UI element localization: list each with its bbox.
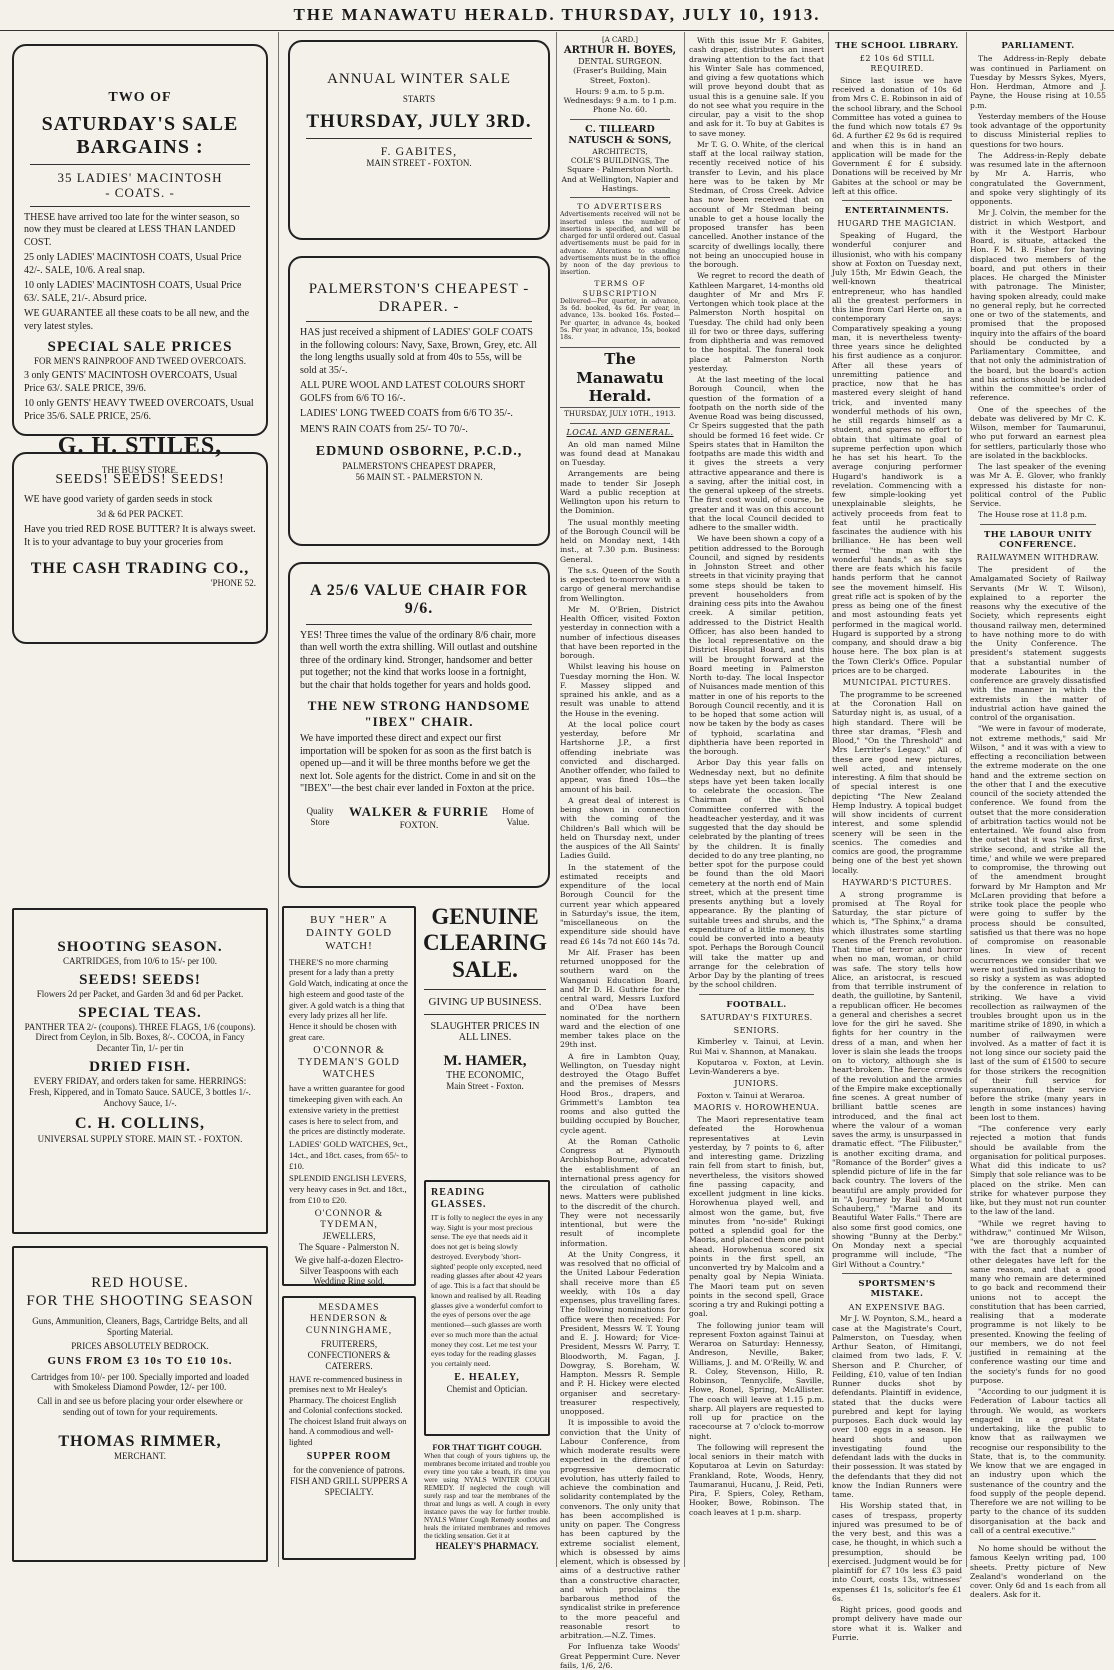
sub-heading: JUNIORS. <box>734 1079 779 1089</box>
news-paragraph: Mr Alf. Fraser has been returned unopposed for the southern ward on the Wanganui Education Board, and Mr D. H. Guthrie for the central ward, Messrs Luxford and O'Dea have been nominated for the northern ward and the election of one member takes place on the 29th inst. <box>560 947 680 1050</box>
notice-text: Advertisements received will not be inserted unless the number of insertions is specified, and will be charged for until ordered out. Casual advertisements must be paid for in advance. Alterations to standing advertisements must be in the office by noon of the day previous to insertion. <box>560 211 680 277</box>
dentist-address: (Fraser's Building, Main Street, Foxton). <box>573 66 667 85</box>
sub-heading: RAILWAYMEN WITHDRAW. <box>976 553 1100 563</box>
column-rule <box>556 32 557 1567</box>
advert-headline: SATURDAY'S SALE BARGAINS : <box>41 112 239 158</box>
advert-text: for the convenience of patrons. FISH AND GRILL SUPPERS A SPECIALTY. <box>290 1465 408 1497</box>
hamer-advert <box>420 900 550 1164</box>
advert-text: CARTRIDGES, from 10/6 to 15/- per 100. <box>63 956 217 966</box>
section-heading: FOOTBALL. <box>726 999 787 1010</box>
news-paragraph: We regret to record the death of Kathleen Margaret, 14-months old daughter of Mr and Mrs F. Vertongen which took place at the Palmerston North hospital on Tuesday. The child had only been ill for two or three days, suffering from diphtheria and was removed to the hospital. The funeral took place at Palmerston North yesterday. <box>689 271 824 373</box>
advert-text: When that cough of yours tightens up, the membranes become irritated and trouble you every time you take a breath, it's time you were using NYALS WINTER COUGH REMEDY. If neglected the cough will surely rasp and tear the membranes of the throat and lungs as well. A cough in every instance paves the way for further trouble. NYALS Winter Cough Remedy soothes and heals the irritated membranes and removes the tickling sensation. Get it at <box>424 1452 550 1541</box>
news-paragraph: The s.s. Queen of the South is expected to-morrow with a cargo of general merchandise from Wellington. <box>560 565 680 603</box>
news-paragraph: An old man named Milne was found dead at Manakau on Tuesday. <box>560 439 680 468</box>
advertiser-name: M. HAMER, <box>443 1053 527 1070</box>
column-6 <box>970 36 1107 1600</box>
advert-subhead: SPECIAL TEAS. <box>78 1004 202 1021</box>
advert-footer <box>300 804 538 830</box>
advert-line: TWO OF <box>108 90 172 105</box>
news-paragraph: His Worship stated that, in cases of trespass, property injured was presumed to be of the very best, and this was a case, he thought, in which such a presumption, should be exercised. Judgment would be for plaintiff for £7 10s less £3 paid into Court, costs 13s, witnesses' expenses £1 1s, solicitor's fee £1 6s. <box>832 1501 962 1603</box>
collins-advert <box>12 908 268 1234</box>
news-paragraph: "The conference very early rejected a motion that funds should be available from the organisation for political purposes. What did this indicate to us? Simply that sole reliance was to be placed on the strike. Men can strike for whatever purpose they like, but they must not run counter to the law of the land. <box>970 1124 1106 1217</box>
advert-text: JEWELLERS, <box>322 1231 376 1242</box>
advert-text: FOR MEN'S RAINPROOF AND TWEED OVERCOATS. <box>34 356 246 367</box>
divider <box>570 197 670 198</box>
news-paragraph: The Address-in-Reply debate was continued in Parliament on Tuesday by Messrs Sykes, Myers, Hon. Herdman, Atmore and J. Payne, the House rising at 10.55 p.m. <box>970 54 1106 110</box>
advertiser-name: C. H. COLLINS, <box>74 1115 206 1133</box>
healey-glasses-advert <box>424 1180 550 1436</box>
advertiser-name: HEALEY'S PHARMACY. <box>435 1540 539 1551</box>
advert-text: SPLENDID ENGLISH LEVERS, very heavy cases in 9ct. and 18ct., from £10 to £20. <box>289 1173 407 1205</box>
section-heading: ENTERTAINMENTS. <box>844 206 950 217</box>
advert-address: MAIN STREET - FOXTON. <box>366 158 472 169</box>
advert-text: WE GUARANTEE all these coats to be all new, and the very latest styles. <box>24 308 250 332</box>
advert-text: EVERY FRIDAY, and orders taken for same. HERRINGS: Fresh, Kippered, and in Tomato Sauce. SAUCE, 3 bottles 1/-. Anchovy Sauce, 1/-. <box>29 1075 251 1108</box>
sub-heading: MUNICIPAL PICTURES. <box>842 678 952 688</box>
advert-address: 56 MAIN ST. - PALMERSTON N. <box>355 471 483 482</box>
divider <box>980 1539 1096 1540</box>
advert-text: PANTHER TEA 2/- (coupons). THREE FLAGS, 1/6 (coupons). Direct from Ceylon, in 5lb. Boxes, 8/-. COCOA, in Fancy Decanter Tin, 1/- per tin <box>24 1021 256 1054</box>
news-paragraph: Yesterday members of the House took advantage of the opportunity to discuss Ministerial replies to questions for two hours. <box>970 111 1106 149</box>
advert-text: LADIES' GOLD WATCHES, 9ct., 14ct., and 18ct. cases, from 65/- to £10. <box>289 1139 408 1171</box>
column-3 <box>560 36 680 1670</box>
newspaper-nameplate: The Manawatu Herald. <box>560 347 680 408</box>
column-rule <box>828 32 829 1567</box>
advert-line: 35 LADIES' MACINTOSH <box>57 169 223 185</box>
advert-text: WE have good variety of garden seeds in stock <box>24 493 213 505</box>
section-heading: LOCAL AND GENERAL. <box>566 427 674 437</box>
advert-tagline: THE BUSY STORE. <box>101 464 179 475</box>
advert-text: Have you tried RED ROSE BUTTER? It is always sweet. It is to your advantage to buy your groceries from <box>24 524 256 548</box>
news-paragraph: "We were in favour of moderate, not extreme methods," said Mr Wilson, " and it was with a view to effecting a reconciliation between the extreme moderate on the one hand and the extreme section on the other that I and the executive council of the society attended the conference. We found from the outset that the more consideration of arbitration tactics would not be entertained. We found also from the outset that it was 'strike first, strike second, and strike all the time,' and while we were prepared to compromise, the throwing out of the amendment brought forward by Mr Hampton and Mr McLaren providing that before a strike took place the people who were going to suffer by the process should be consulted, satisfied us that there was no hope of compromise on reasonable lines. In view of recent occurrences we consider that we were not justified in subscribing to so risky a system as was adopted by the conference in relation to striking. We have a vivid recollection as railwaymen of the troubles brought upon us in the maritime strike of 1890, in which a number of railwaymen were involved. As a matter of fact it is not long since our society paid the last of the sum of £1500 to secure for those strikers the recognition of their full service for superannuation, their service before the strike (many years in length in some instances) having been lost to them. <box>970 724 1106 1122</box>
news-paragraph: A fire in Lambton Quay, Wellington, on Tuesday night destroyed the Otago Buffet and the premises of Messrs Hood Bros., drapers, and Grimmett's Lambton tea rooms and also gutted the building occupied by Boucher, cycle agent. <box>560 1051 680 1135</box>
sub-heading: AN EXPENSIVE BAG. <box>848 1302 946 1312</box>
architect-name: C. TILLEARD NATUSCH & SONS, <box>568 123 672 147</box>
news-paragraph: One of the speeches of the debate was delivered by Mr C. K. Wilson, member for Taumarunui, who put forward an earnest plea for settlers, particularly those who are isolated in the backblocks. <box>970 404 1106 460</box>
advert-text: MEN'S RAIN COATS from 25/- TO 70/-. <box>300 423 468 435</box>
advertiser-name: F. GABITES, <box>380 143 458 158</box>
news-paragraph: Foxton v. Tainui at Weraroa. <box>697 1091 805 1101</box>
oconnor-advert <box>282 906 416 1286</box>
news-paragraph: Right prices, good goods and prompt delivery have made our store what it is. Walker and Furrie. <box>832 1605 962 1642</box>
dentist-hours: Hours: 9 a.m. to 5 p.m. Wednesdays: 9 a.m. to 1 p.m. Phone No. 60. <box>563 86 677 115</box>
advert-headline: BUY "HER" A DAINTY GOLD WATCH! <box>305 914 393 953</box>
architect-address: COLE'S BUILDINGS, The Square - Palmerston North. And at Wellington, Napier and Hastings. <box>561 156 679 193</box>
news-paragraph: At the last meeting of the local Borough Council, when the question of the formation of a footpath on the north side of the Avenue Road was being discussed, Cr Speirs suggested that the path should be formed 16 feet wide. Cr Speirs states that in Hamilton the footpaths are made this width and it gives the streets a very attractive appearance and there is a saving, after the initial cost, in the general upkeep of the streets. The first cost would, of course, be greater and it was on this account that the local Council decided to adhere to the smaller width. <box>689 375 824 532</box>
advert-headline: FOR THAT TIGHT COUGH. <box>432 1442 542 1452</box>
advert-headline: A 25/6 VALUE CHAIR FOR 9/6. <box>310 582 528 618</box>
cough-advert <box>424 1442 550 1564</box>
advert-text: THE ECONOMIC, <box>446 1070 524 1082</box>
advert-address: Main Street - Foxton. <box>446 1081 524 1092</box>
section-heading: THE SCHOOL LIBRARY. <box>835 41 959 51</box>
advert-text: Quality Store <box>306 806 334 828</box>
advert-text: THESE have arrived too late for the winter season, so now they must be cleared at LESS THAN LANDED COST. <box>24 211 240 248</box>
news-paragraph: With this issue Mr F. Gabites, cash draper, distributes an insert drawing attention to the fact that his Winter Sale has commenced, and giving a few quotations which will prove beyond doubt that as usual this is a genuine sale. If you do not see what you require in the circular, pay a visit to the shop and ask for it. To buy at Gabites is to save money. <box>689 36 824 138</box>
advert-headline: PALMERSTON'S CHEAPEST - DRAPER. - <box>308 281 530 315</box>
sub-heading: HUGARD THE MAGICIAN. <box>837 219 957 229</box>
news-paragraph: No home should be without the famous Keelyn writing pad, 100 sheets. Pretty picture of New Zealand's wonderland on the cover. Only 6d and 1s each from all dealers. Ask for it. <box>970 1544 1107 1600</box>
sub-heading: SENIORS. <box>733 1025 780 1035</box>
sub-heading: MAORIS v. HOROWHENUA. <box>693 1103 820 1113</box>
walker-furrie-advert <box>288 562 550 888</box>
advert-address: FOXTON. <box>399 819 439 830</box>
news-paragraph: The Maori representative team defeated the Horowhenua representatives at Levin yesterday, by 7 points to 6, after and interesting game. Drizzling rain fell from start to finish, but, nevertheless, the visitors showed fine passing capacity, and excellent judgment in line kicks. Horowhenua played well, and almost won the game, but, five minutes from "no-side" Rukingi potted a splendid goal for the Maoris, and placed them one point ahead. Horowhenua scored six points in the first spell, an unconverted try by Malcolm and a penalty goal by Nepia Winiata. The Maori team put on seven points in the second spell, Grace scoring a try and Rukingi potting a goal. <box>689 1115 824 1319</box>
news-paragraph: Mr J. W. Poynton, S.M., heard a case at the Magistrate's Court, Palmerston, on Tuesday, when Arthur Seaton, of Himitangi, claimed from two lads, F. V. Sherson and P. Churcher, of Feilding, £10, value of ten Indian Runner ducks shot by defendants. Plaintiff in evidence, stated that the ducks were purebred and kept for laying purposes. Each duck would lay over 100 eggs in a season. He heard shots and upon investigating found the defendant lads with the ducks in their possession. It was stated by the defendants that they did not know the Indian Runners were tame. <box>832 1314 962 1500</box>
stiles-advert <box>12 44 268 475</box>
advert-headline: SHOOTING SEASON. <box>57 939 223 955</box>
advert-address: The Square - Palmerston N. <box>298 1242 400 1253</box>
news-paragraph: Speaking of Hugard, the wonderful conjurer and illusionist, who with his company show at Foxton on Tuesday next, July 15th, Mr Edwin Geach, the well-known theatrical entrepreneur, who has handled all the greatest performers in this line from Carl Herte on, in a contemporary says: Comparatively speaking a young man, it is nevertheless twenty-three years since he delighted his first audience as a conjuror. After all these years of unremitting patience and practice, now that he has mastered every sleight of hand trick, and invented many wonderful methods of his own, he still regards himself as a student, and spares no effort to obtain that ultimate goal of supreme perfection upon which he has set his heart. To the average conjuring performer Hugard's handiwork is a revelation. Commencing with a few simple-looking yet unexplainable sleights, he actively proceeds from feat to feat until he practically fascinates the audience with his brilliance. He has been well termed "the man with the wonderful hands," as he says there are feats which his facile hands perform that he cannot see the movement himself. His great rifle act is spoken of by the press as being one of the finest and most astounding feats yet performed in the magical world. Hugard is supported by a strong company, and should draw a big house here. The box plan is at the Town Clerk's Office. Popular prices are to be charged. <box>832 231 962 675</box>
news-paragraph: Arrangements are being made to tender Sir Joseph Ward a public reception at Wellington upon his return to the Dominion. <box>560 469 680 516</box>
sub-heading: £2 10s 6d STILL REQUIRED. <box>859 54 935 74</box>
advert-text: 10 only LADIES' MACINTOSH COATS, Usual Price 63/. SALE, 21/-. Absurd price. <box>24 280 242 304</box>
column-rule <box>684 32 685 1567</box>
advert-headline: FOR THE SHOOTING SEASON <box>26 1293 254 1309</box>
advertiser-name: WALKER & FURRIE <box>349 803 489 819</box>
notice-heading: TO ADVERTISERS <box>577 202 663 212</box>
advert-text: THERE'S no more charming present for a lady than a pretty Gold Watch, indicating at once the high esteem and good taste of the giver. A gold watch is a thing that every lady prizes all her life. Hence it should be chosen with great care. <box>289 956 408 1042</box>
advert-text: Cartridges from 10/- per 100. Specially imported and loaded with Smokeless Diamond Powder, 12/- per 100. <box>31 1371 249 1393</box>
advert-date: THURSDAY, JULY 3RD. <box>306 110 532 132</box>
advert-price: 3d & 6d PER PACKET. <box>96 509 184 520</box>
news-paragraph: A great deal of interest is being shown in connection with the coming of the Children's Ball which will be held on Thursday next, under the auspices of the All Saints' Ladies Guild. <box>560 795 680 861</box>
henderson-advert <box>282 1296 416 1560</box>
advert-address: UNIVERSAL SUPPLY STORE. MAIN ST. - FOXTON. <box>37 1133 243 1144</box>
news-paragraph: At the Unity Congress, it was resolved that no official of the United Labour Federation shall receive more than £5 weekly, with 10s a day expenses, plus travelling fares. The following nominations for office were then received: For President, Messrs W. T. Young and E. J. Howard; for Vice-President, Messrs W. Parry, T. Bloodworth, M. Fagan, J. Dowgray, S. Boreham, W. Hampton. Messrs R. Semple and P. H. Hickey were elected organiser and secretary-treasurer respectively, unopposed. <box>560 1249 680 1417</box>
news-paragraph: Kimberley v. Tainui, at Levin. Rui Mai v. Shannon, at Manakau. <box>689 1037 824 1056</box>
advert-text: We have imported these direct and expect our first importation will be spoken for as soon as the first batch is opened up—and it will be three months before we get the next lot. Sole agents for the district. Come in and sit on the "IBEX"—the best chair ever landed in Foxton at the price. <box>300 733 536 795</box>
news-paragraph: We have been shown a copy of a petition addressed to the Borough Council, and signed by residents in Johnston Street and other streets in that vicinity praying that some steps should be taken to prevent householders from draining cess pits into the Awahou creek. A similar petition, addressed to the District Health Officer, has also been handed to the local representative on the District Hospital Board, and this will be brought forward at the Board meeting in Palmerston North to-day. The local Inspector of Nuisances made mention of this matter in one of his reports to the Borough Council recently, and it is to be hoped that some action will now be taken by the body as cases of typhoid, scarlatina and diphtheria have been reported in the borough. <box>689 534 824 756</box>
sub-heading: SATURDAY'S FIXTURES. <box>700 1012 813 1022</box>
column-5 <box>832 36 962 1642</box>
masthead: THE MANAWATU HERALD. THURSDAY, JULY 10, 1913. <box>0 0 1114 31</box>
advertiser-name: THE CASH TRADING CO., <box>30 560 250 578</box>
news-paragraph: The programme to be screened at the Coronation Hall on Saturday night is, as usual, of a high standard. There will be three star dramas, "Flesh and Blood," "On the Threshold" and Mrs Lerriter's Legacy." All of these are good new pictures, well acted, and intensely interesting. A film that should be of special interest is one depicting "The New Zealand Hemp Industry. A topical budget will show incidents of current interest, and some splendid scenery will be seen in the scenics. The comedies and comics are good, the programme being one of the best yet shown locally. <box>832 689 962 875</box>
advert-subhead: FRUITERERS, CONFECTIONERS & CATERERS. <box>307 1339 391 1371</box>
news-paragraph: Koputaroa v. Foxton, at Levin. Levin-Wanderers a bye. <box>689 1057 824 1077</box>
dentist-title: DENTAL SURGEON. <box>578 56 662 66</box>
advert-text: We give half-a-dozen Electro-Silver Teaspoons with each Wedding Ring sold. <box>294 1254 404 1287</box>
advert-text: LADIES' LONG TWEED COATS from 6/6 TO 35/-. <box>300 408 513 419</box>
news-paragraph: Since last issue we have received a donation of 10s 6d from Mrs C. E. Robinson in aid of the school library, and the School Committee has voted a guinea to the fund which now totals £7 9s 6d. A further £2 9s 6d is required and when this is in hand an application will be made for the Government £ for £ subsidy. Donations will be received by Mr Gabites at the school or may be left at this office. <box>832 75 962 196</box>
sub-heading: HAYWARD'S PICTURES. <box>842 877 952 887</box>
advert-text: YES! Three times the value of the ordinary 8/6 chair, more than well worth the extra shilling. Will outlast and outshine three of the ordinary kind. Stronger, handsomer and better put together; not the kind that works loose in a fortnight, but the chair that holds together for years and holds good. <box>300 629 538 691</box>
news-paragraph: The president of the Amalgamated Society of Railway Servants (Mr W. T. Wilson), explained to a reporter the reasons why the executive of the Society, which represents eight thousand railway men, determined to have nothing more to do with the Unity Conference. The president's statement suggests that a substantial number of moderate Labourites in the conference are gravely dissatisfied with the manner in which the extremists in the matter of industrial action have gained the control of the organisation. <box>970 565 1106 723</box>
news-paragraph: Whilst leaving his house on Tuesday morning the Hon. W. F. Massey slipped and sprained his ankle, and as a result was unable to attend the House in the evening. <box>560 662 680 718</box>
section-heading: PARLIAMENT. <box>1001 41 1075 51</box>
news-paragraph: It is impossible to avoid the conviction that the Unity of Labour Conference, from which moderate results were expected in the direction of progressive democratic evolution, has utterly failed to achieve the combination and solidarity contemplated by the convenors. The only unity that has been accomplished is unity on paper. The Congress has been captured by the extreme socialist element, which is obsessed by aims element, which is obsessed by aims of a destructive rather than a constructive character, and which proclaims the barbarous method of the syndicalist strike in preference to the more peaceful and reasonable resort to arbitration.—N.Z. Times. <box>560 1418 680 1641</box>
news-paragraph: At the Roman Catholic Congress at Plymouth Archbishop Bourne, advocated the establishment of an international press agency for the circulation of catholic news. Matters were published to the discredit of the church. They were not necessarily intentional, but were the result of incomplete information. <box>560 1136 680 1248</box>
advert-text: HAVE re-commenced business in premises next to Mr Healey's Pharmacy. The choicest English and Colonial confections stocked. The choicest Island fruit always on hand. A commodious and well-lighted <box>289 1374 407 1447</box>
gabites-advert <box>288 40 550 240</box>
column-4 <box>689 36 824 1566</box>
advert-subhead: SUPPER ROOM <box>306 1451 392 1463</box>
advert-text: STARTS <box>402 94 436 104</box>
advert-headline: RED HOUSE. <box>91 1275 189 1291</box>
cash-trading-advert <box>12 452 268 644</box>
advert-text: 25 only LADIES' MACINTOSH COATS, Usual Price 42/-. SALE, 10/6. A real snap. <box>24 252 242 276</box>
divider <box>424 989 546 990</box>
notice-text: Delivered—Per quarter, in advance, 3s 6d. booked, 4s 6d. Per year, in advance, 13s. booked 16s. Posted—Per quarter, in advance 4s, booked 5s. Per year, in advance, 15s, booked 18s. <box>560 297 680 342</box>
section-heading: SPORTSMEN'S MISTAKE. <box>858 1278 936 1300</box>
column-rule <box>278 32 279 1567</box>
news-paragraph: A strong programme is promised at The Royal for Saturday, the star picture of which is, "The Sphinx," a drama which illustrates some startling scenes of the French revolution. That time of terror and horror when no man, woman, or child was safe. The story tells how Alice, an aristocrat, is rescued from that terrible instrument of death, the guillotine, by Santenil, a republican officer. He becomes a general and cherishes a secret love for the girl he saved. She fights for her country in the dress of a man, and when her lover is slain she leads the troops on to victory, although she is heart-broken. The fierce crowds of the revolution and the armies of the Empire make exceptionally fine scenes. A great number of brilliant battle scenes are introduced, and the final act where the valour of a woman saves the army, is unsurpassed in dramatic effect. "The Filibuster," is another exciting drama, and "Romance of the Border" gives a splendid picture of life in the far back country. The lovers of the beautiful are amply provided for in "A Journey by Rail to Mount Schauberg," "Marne and its Beautiful Water Falls." There are also some first good comics, one showing "Bunny at the Derby." On Monday next a special programme will include, "The Girl Without a Country." <box>832 889 962 1269</box>
advertiser-name: EDMUND OSBORNE, P.C.D., <box>315 444 523 459</box>
issue-date: THURSDAY, JULY 10TH., 1913. <box>564 410 676 419</box>
news-paragraph: Arbor Day this year falls on Wednesday next, but no definite steps have yet been taken locally to celebrate the occasion. The Chairman of the School Committee conferred with the headteacher yesterday, and it was suggested that the day should be celebrated by the planting of trees by the children. It is finally decided to do any tree planting, no better spot for the purpose could be found than the old Maori cemetery at the north end of Main street, which at the present time presents anything but a lovely appearance. By the planting of suitable trees and shrubs, and the expenditure of a little money, this could be converted into a beauty spot. Perhaps the Borough Council will take the matter up and arrange for the celebration of Arbor Day by the planting of trees by the school children. <box>689 758 824 990</box>
advert-text: SLAUGHTER PRICES IN ALL LINES. <box>430 1021 540 1044</box>
news-paragraph: Mr T. G. O. White, of the clerical staff at the local railway station, recently received notice of his transfer to Levin, and his place here was to be taken by Mr Stedman, of Cross Creek. Advice has now been received that on account of Mr Stedman being unable to get a house locally the proposed transfer has been cancelled. Another instance of the scarcity of dwellings locally, there not being an unoccupied house in the borough. <box>689 139 824 269</box>
advert-text: Guns, Ammunition, Cleaners, Bags, Cartridge Belts, and all Sporting Material. <box>32 1316 248 1337</box>
advert-text: PALMERSTON'S CHEAPEST DRAPER, <box>342 460 496 471</box>
advert-text: PRICES ABSOLUTELY BEDROCK. <box>71 1340 209 1351</box>
advert-line: - COATS. - <box>105 185 175 201</box>
news-paragraph: Mr J. Colvin, the member for the district in which Westport, and with it the Westport Harbour Board, is situate, attacked the Hon. F. M. B. Fisher for having displaced two members of the board, and put others in their places. He charged the Minister with patronage. The Minister, having spoken already, could make no general reply, but he corrected one or two of the statements, and promised that the proposed inquiry into the affairs of the board should be conducted by a Parliamentary Committee, and that not only the administration of the board, but the board's action and his actions should be included within the committee's order of reference. <box>970 208 1106 403</box>
advert-subhead: SPECIAL SALE PRICES <box>47 339 233 356</box>
advert-subhead: GUNS FROM £3 10s TO £10 10s. <box>47 1355 233 1368</box>
news-paragraph: The following junior team will represent Foxton against Tainui at Weraroa on Saturday: Hennessy, Andreson, Neville, Baker, Williams, J. and M. O'Reilly, W. and R. Coley, Stevenson, Hillo, R. Robinson, Tennyclife, Saville, Howe, Ronel, Spring, McAllister. The coach will leave at 1.15 p.m. sharp. All players are requested to roll up for practice on the racecourse at 7 o'clock to-morrow night. <box>689 1320 824 1441</box>
advert-text: 3 only GENTS' MACINTOSH OVERCOATS, Usual Price 63/. SALE PRICE, 39/6. <box>24 370 238 394</box>
advert-headline: READING GLASSES. <box>431 1187 487 1210</box>
column-rule <box>966 32 967 1567</box>
rimmer-advert <box>12 1246 268 1562</box>
divider <box>842 200 952 201</box>
advertiser-name: O'CONNOR & TYDEMAN, <box>314 1208 384 1230</box>
divider <box>424 1014 546 1015</box>
news-paragraph: The Address-in-Reply debate was resumed late in the afternoon by Mr A. Harris, who congratulated the Government, and spoke very slightingly of its opponents. <box>970 150 1106 207</box>
advert-tagline: MERCHANT. <box>113 1450 167 1461</box>
advert-text: Home of Value. <box>502 806 534 828</box>
news-paragraph: Mr M. O'Brien, District Health Officer, visited Foxton yesterday in connection with a number of infectious diseases that have been reported in the borough. <box>560 604 680 661</box>
news-paragraph: The following will represent the local seniors in their match with Koputaroa at Levin on Saturday: Frankland, Rote, Woods, Henry, Taumaranui, Hucanu, J. Reid, Peti, Pira, F. Spiers, Coley, Retham, Hooker, Bowe, Robinson. The coach leaves at 1 p.m. sharp. <box>689 1442 824 1517</box>
osborne-advert <box>288 256 550 546</box>
advert-headline: GENUINE CLEARING SALE. <box>423 904 547 982</box>
advert-headline: SEEDS! SEEDS! SEEDS! <box>55 472 225 487</box>
divider <box>570 119 670 120</box>
advertiser-name: G. H. STILES, <box>57 433 223 460</box>
advert-headline: MESDAMES HENDERSON & CUNNINGHAME, <box>305 1303 393 1336</box>
news-paragraph: The usual monthly meeting of the Borough Council will be held on Monday next, 14th inst., at 7.30 p.m. Business: General. <box>560 517 680 564</box>
advert-subhead: SEEDS! SEEDS! <box>79 971 201 988</box>
advert-text: have a written guarantee for good timekeeping given with each. An extensive variety in the prettiest cases is here to select from, and the prices are distinctly moderate. <box>289 1083 406 1137</box>
news-paragraph: The House rose at 11.8 p.m. <box>978 510 1087 520</box>
advert-subhead: O'CONNOR & TYDEMAN'S GOLD WATCHES <box>298 1045 400 1081</box>
divider <box>699 994 814 995</box>
card-label: [A CARD.] <box>601 36 638 44</box>
notice-heading: TERMS OF SUBSCRIPTION <box>582 279 658 298</box>
advert-text: IT is folly to neglect the eyes in any way. Sight is your most precious sense. The eye that needs aid it does not get is being slowly destroyed. Everybody 'short-sighted' people only excepted, need reading glasses after about 42 years of age. This is a fact that should be known and realised by all. Reading glasses give a wonderful comfort to the eyes of persons over the age mentioned—such glasses are worth ever so much more than the actual money they cost. Let me test your eyes today for the reading glasses you certainly need. <box>431 1213 544 1369</box>
news-paragraph: In the statement of the estimated receipts and expenditure of the local Borough Council for the current year which appeared in Saturday's issue, the item, "miscellaneous on the expenditure side should have read £6 14s 7d not £60 14s 7d. <box>560 862 680 946</box>
advert-text: 10 only GENTS' HEAVY TWEED OVERCOATS, Usual Price 35/6. SALE PRICE, 25/6. <box>24 398 254 422</box>
news-paragraph: "While we regret having to withdraw," continued Mr Wilson, "we are thoroughly acquainted with the fact that a number of other delegates have left for the same reason, and that a good many who remain are determined to go back and recommend their unions not to accept the constitution that has been carried, realising that a moderate programme is not likely to be presented. Knowing the feeling of our members, we do not feel justified in remaining at the conference wasting our time and the society's funds for no good purpose. <box>970 1218 1106 1385</box>
advert-subhead: THE NEW STRONG HANDSOME "IBEX" CHAIR. <box>307 698 531 729</box>
advert-headline: ANNUAL WINTER SALE <box>327 71 511 87</box>
advert-text: ALL PURE WOOL AND LATEST COLOURS SHORT GOLFS from 6/6 TO 16/-. <box>300 380 525 404</box>
news-paragraph: At the local police court yesterday, before Mr Hartshorne J.P., a first offending inebriate was convicted and discharged. Another offender, who failed to appear, was fined 10s—the amount of his bail. <box>560 719 680 794</box>
advert-text: Flowers 2d per Packet, and Garden 3d and 6d per Packet. <box>36 988 244 999</box>
architect-title: ARCHITECTS, <box>592 146 648 156</box>
advertiser-name: E. HEALEY, <box>454 1371 520 1383</box>
dentist-name: ARTHUR H. BOYES, <box>563 44 677 56</box>
advert-text: Chemist and Optician. <box>446 1383 528 1394</box>
advertiser-block <box>349 804 489 830</box>
section-heading: THE LABOUR UNITY CONFERENCE. <box>983 529 1093 550</box>
divider <box>980 524 1096 525</box>
divider <box>842 1273 952 1274</box>
news-paragraph: For Influenza take Woods' Great Peppermint Cure. Never fails, 1/6, 2/6. <box>560 1642 680 1670</box>
advert-text: HAS just received a shipment of LADIES' GOLF COATS in the following colours: Navy, Saxe, Brown, Grey, etc. All the long lengths usually sold at from 40s to 55s, will be sold at 35/-. <box>300 327 537 376</box>
advert-text: Call in and see us before placing your order elsewhere or sending out of town for your requirements. <box>37 1396 243 1417</box>
news-paragraph: The last speaker of the evening was Mr A. E. Glover, who frankly expressed his distaste for non-political control of the Public Service. <box>970 462 1106 509</box>
advert-subhead: GIVING UP BUSINESS. <box>428 996 542 1009</box>
advertiser-name: THOMAS RIMMER, <box>58 1432 222 1450</box>
news-paragraph: "According to our judgment it is Federation of Labour tactics all through. We would, as workers engaged in a great State undertaking, like the public to know that as railwaymen we recognise our responsibility to the State, that is, to the community. We know that we are engaged in an industry upon which the sustenance of the country and the food supply of the people depend. Therefore we are not willing to be party to the chance of its sudden disorganisation at the back and call of a central executive." <box>970 1387 1106 1535</box>
advert-phone: 'PHONE 52. <box>210 578 256 589</box>
advert-subhead: DRIED FISH. <box>89 1058 191 1075</box>
divider <box>570 423 670 424</box>
